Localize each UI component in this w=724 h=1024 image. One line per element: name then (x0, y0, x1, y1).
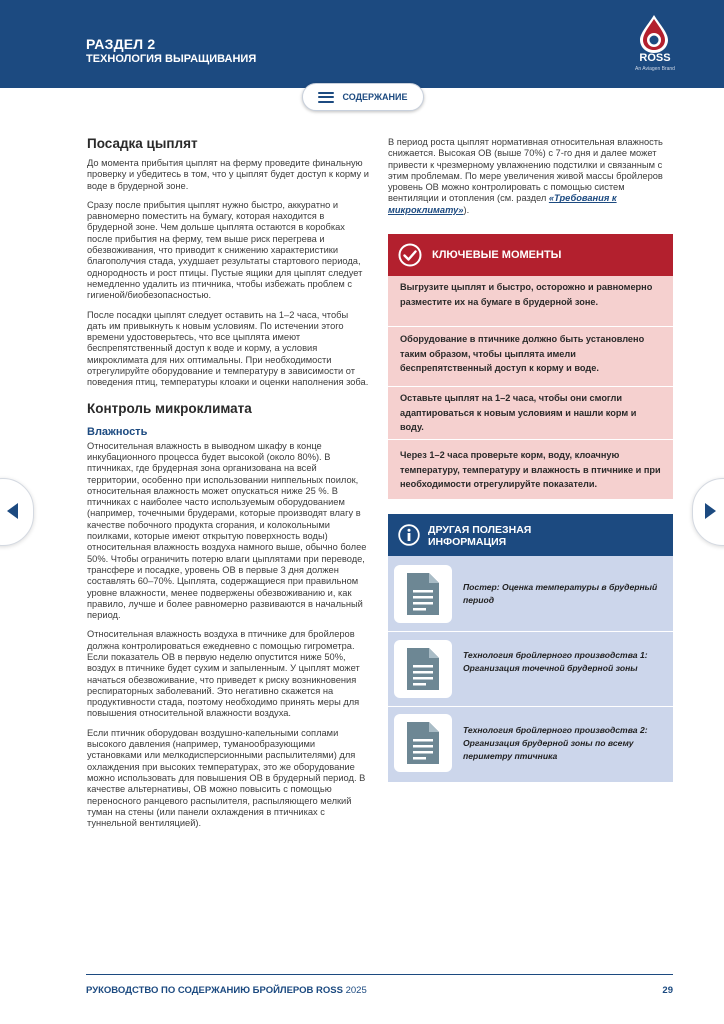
resource-link-text: Технология бройлерного производства 1: Организация точечной брудерной зоны (463, 650, 648, 673)
paragraph: Сразу после прибытия цыплят нужно быстро, аккуратно и равномерно поместить на бумагу, которая находится в брудерной зоне. Чем дольше цыплята остаются в коробках после прибытия на ферму, тем выше риск перегрева и обезвоживания, что приводит к снижению характеристики благополучия стада, ухудшает результаты стартового периода, однородность и рост птицы. Пустые ящики для цыплят следует немедленно удалить из птичника, чтобы избежать проблем с гигиеной/биобезопасностью. (87, 199, 363, 301)
divider (388, 326, 673, 327)
key-points-header (388, 234, 673, 276)
other-info-title: ДРУГАЯ ПОЛЕЗНАЯ ИНФОРМАЦИЯ (428, 524, 532, 548)
info-icon (398, 524, 420, 546)
next-page-button[interactable] (692, 478, 724, 546)
divider (388, 631, 673, 632)
paragraph: До момента прибытия цыплят на ферму проведите финальную проверку и убедитесь в том, что у цыплят будет доступ к корму и воде в брудерной зоне. (87, 158, 369, 191)
resource-link-text: Постер: Оценка температуры в брудерный период (463, 582, 658, 605)
footer-title: РУКОВОДСТВО ПО СОДЕРЖАНИЮ БРОЙЛЕРОВ ROSS 2025 (86, 985, 367, 996)
drop-logo-icon (637, 14, 671, 54)
page-header (0, 0, 724, 88)
toc-label: СОДЕРЖАНИЕ (342, 92, 408, 102)
menu-icon (318, 92, 334, 103)
section-title: ТЕХНОЛОГИЯ ВЫРАЩИВАНИЯ (86, 53, 257, 65)
resource-link-text: Технология бройлерного производства 2: Организация брудерной зоны по всему периметру птичника (463, 725, 648, 761)
resource-link-item[interactable] (388, 634, 673, 704)
footer-rule (86, 974, 673, 975)
ross-logo (630, 14, 680, 78)
key-point-item: Оставьте цыплят на 1–2 часа, чтобы они смогли адаптироваться к новым условиям и нашли корм и воду. (400, 393, 637, 432)
toc-button[interactable] (302, 83, 424, 111)
paragraph: После посадки цыплят следует оставить на 1–2 часа, чтобы дать им привыкнуть к новым условиям. По истечении этого времени удостоверьтесь, что все цыплята имеют беспрепятственный доступ к воде и корму, а условия микроклимата для них оптимальны. При необходимости отрегулируйте оборудование и температуру в зависимости от поведения птиц, температуры клоаки и оценки наполнения зоба. (87, 309, 369, 388)
subheading-humidity: Влажность (87, 425, 148, 438)
document-icon (394, 640, 452, 698)
other-info-box (388, 514, 673, 782)
microclimate-link[interactable]: «Требования к микроклимату» (388, 193, 617, 215)
heading-climate-control: Контроль микроклимата (87, 400, 252, 416)
left-column (87, 136, 370, 837)
prev-page-button[interactable] (0, 478, 34, 546)
key-point-item: Оборудование в птичнике должно быть установлено таким образом, чтобы цыплята имели беспрепятственный доступ к корму и воде. (400, 334, 645, 373)
key-point-item: Выгрузите цыплят и быстро, осторожно и равномерно разместите их на бумаге в брудерной зоне. (400, 282, 653, 307)
divider (388, 439, 673, 440)
logo-subtitle: An Aviagen Brand (635, 66, 675, 72)
other-info-header (388, 514, 673, 556)
paragraph: Относительная влажность в выводном шкафу в конце инкубационного процесса будет высокой (около 80%). В птичниках, где брудерная зона организована на всей территории, особенно при использовании ниппельных поилок, относительная влажность может опускаться ниже 25 %. В птичниках с наиболее часто используемым оборудованием (например, точечными брудерами, которые производят влагу в качестве побочного продукта сгорания, и колокольными поилками, которые имеют открытую поверхность воды) относительная влажность воздуха намного выше, обычно более 50%. Чтобы ограничить потерю влаги цыплятами при переводе, трансфере и посадке, уровень ОВ в первые 3 дня должен составлять 60–70%. Цыплята, содержащиеся при правильном уровне влажности, менее подвержены обезвоживанию и, как правило, лучше и более равномерно развиваются в начальный период. (87, 440, 367, 621)
page-number: 29 (662, 985, 673, 996)
resource-link-item[interactable] (388, 708, 673, 778)
document-icon (394, 565, 452, 623)
paragraph: Если птичник оборудован воздушно-капельными соплами высокого давления (например, туманообразующими установками или мелкодисперсионными распылителями) для охлаждения при высоких температурах, это же оборудование можно использовать для повышения ОВ в брудерный период. В качестве альтернативы, ОВ можно повысить с помощью переносного ранцевого распылителя, распыляющего мелкий туман на стены (или панели охлаждения в птичниках с туннельной вентиляцией). (87, 727, 366, 829)
paragraph: Относительная влажность воздуха в птичнике для бройлеров должна контролироваться ежедневно с помощью гигрометра. Если показатель ОВ в первую неделю опустится ниже 50%, воздух в птичнике будет сухим и запыленным. У цыплят может начаться обезвоживание, что приведет к риску возникновения респираторных заболеваний. Это негативно скажется на продуктивности стада, поэтому необходимо принять меры для повышения относительной влажности воздуха. (87, 629, 360, 719)
logo-name: ROSS (639, 52, 671, 64)
resource-link-item[interactable] (388, 559, 673, 629)
key-points-title: КЛЮЧЕВЫЕ МОМЕНТЫ (432, 249, 562, 261)
heading-chick-placement: Посадка цыплят (87, 136, 198, 151)
document-icon (394, 714, 452, 772)
section-label: РАЗДЕЛ 2 (86, 36, 156, 52)
check-circle-icon (398, 243, 422, 267)
divider (388, 706, 673, 707)
chevron-right-icon (704, 503, 716, 519)
chevron-left-icon (7, 503, 19, 519)
right-column (388, 137, 673, 216)
divider (388, 386, 673, 387)
key-point-item: Через 1–2 часа проверьте корм, воду, клоачную температуру, температуру и влажность в птичнике и при необходимости отрегулируйте показатели. (400, 450, 661, 489)
paragraph: В период роста цыплят нормативная относительная влажность снижается. Высокая ОВ (выше 70%) с 7-го дня и далее может привести к чрезмерному увлажнению подстилки и связанным с этим проблемам. По мере увеличения живой массы бройлеров уровень ОВ можно контролировать с помощью систем вентиляции и отопления (см. раздел «Требования к микроклимату»). (388, 137, 663, 215)
key-points-box (388, 234, 673, 499)
